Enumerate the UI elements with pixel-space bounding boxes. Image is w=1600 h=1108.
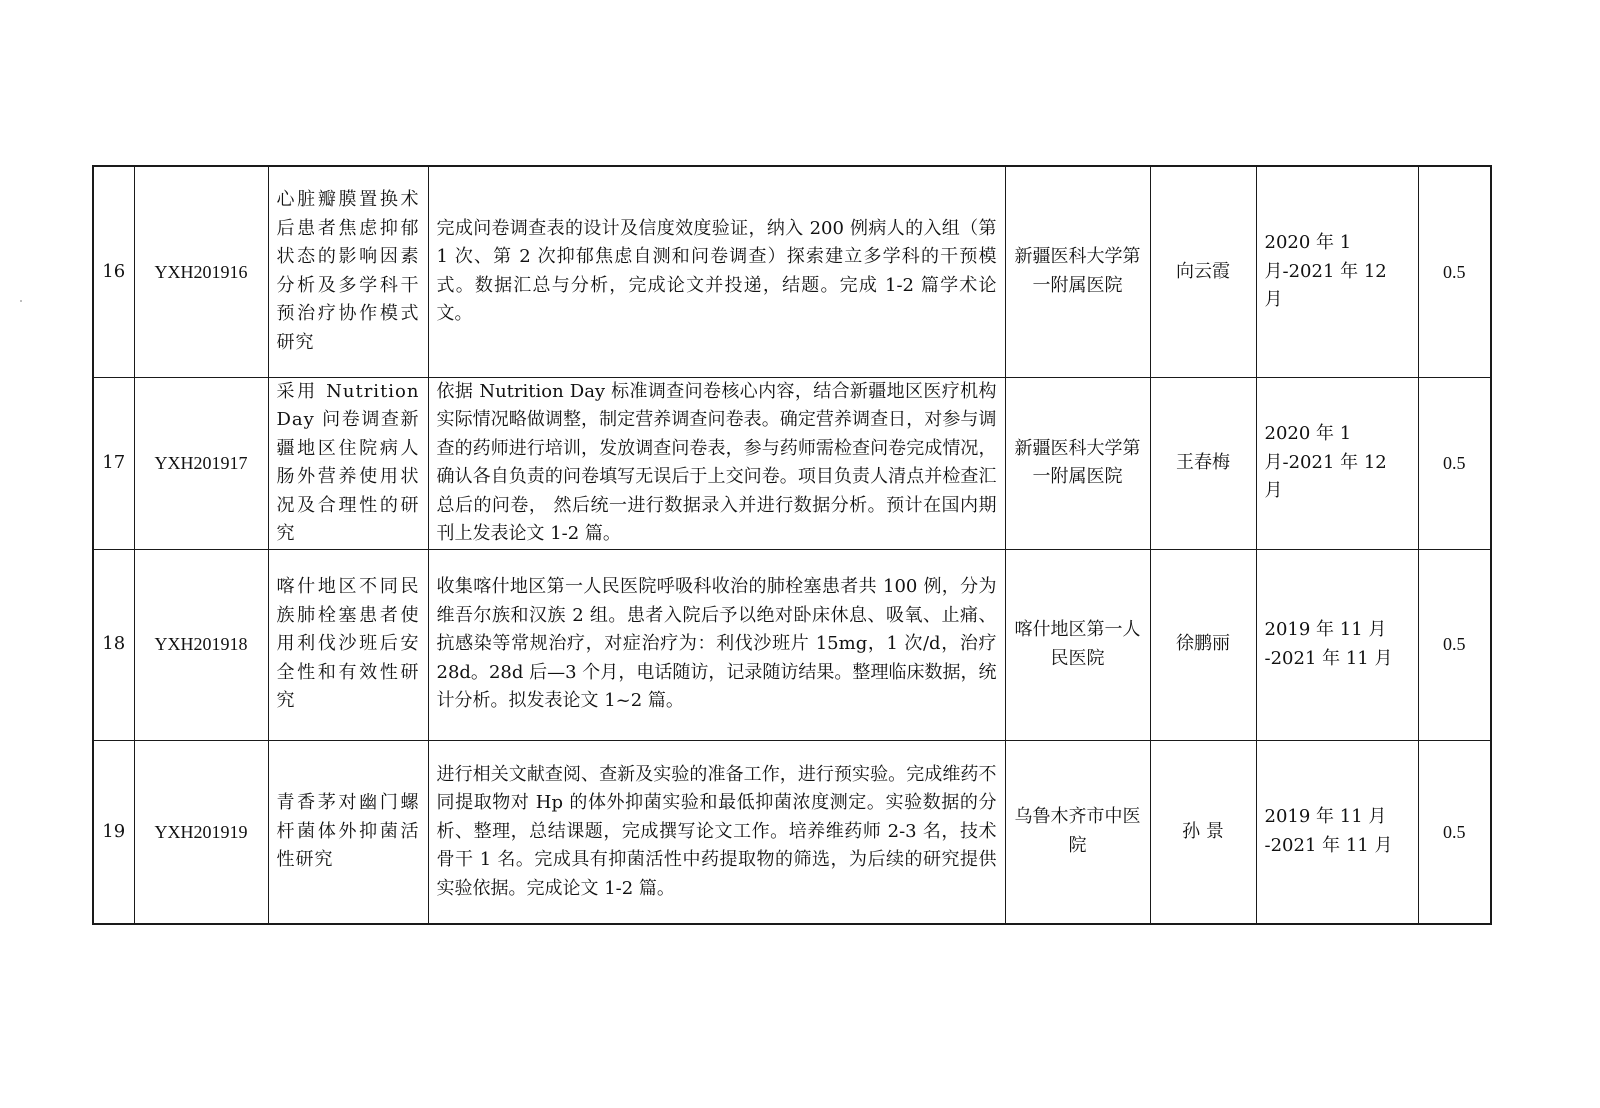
project-organization: 新疆医科大学第一附属医院 <box>1005 166 1150 377</box>
project-content: 完成问卷调查表的设计及信度效度验证，纳入 200 例病人的入组（第 1 次、第 2 次抑郁焦虑自测和问卷调查）探索建立多学科的干预模式。数据汇总与分析，完成论文并投递，结题。完成 1-2 篇学术论文。 <box>428 166 1005 377</box>
project-period: 2019 年 11 月 -2021 年 11 月 <box>1256 740 1418 924</box>
project-leader: 徐鹏丽 <box>1150 549 1256 740</box>
project-amount: 0.5 <box>1418 377 1491 549</box>
project-content: 依据 Nutrition Day 标准调查问卷核心内容，结合新疆地区医疗机构实际情况略做调整，制定营养调查问卷表。确定营养调查日，对参与调查的药师进行培训，发放调查问卷表，参与药师需检查问卷完成情况，确认各自负责的问卷填写无误后于上交问卷。项目负责人清点并检查汇总后的问卷， 然后统一进行数据录入并进行数据分析。预计在国内期刊上发表论文 1-2 篇。 <box>428 377 1005 549</box>
project-content: 进行相关文献查阅、查新及实验的准备工作，进行预实验。完成维药不同提取物对 Hp 的体外抑菌实验和最低抑菌浓度测定。实验数据的分析、整理，总结课题，完成撰写论文工作。培养维药师 2-3 名，技术骨干 1 名。完成具有抑菌活性中药提取物的筛选，为后续的研究提供实验依据。完成论文 1-2 篇。 <box>428 740 1005 924</box>
project-amount: 0.5 <box>1418 549 1491 740</box>
project-code: YXH201919 <box>134 740 268 924</box>
project-leader: 王春梅 <box>1150 377 1256 549</box>
table-row <box>93 377 1491 549</box>
scan-speck <box>20 300 22 302</box>
projects-table <box>92 165 1492 925</box>
project-title: 心脏瓣膜置换术后患者焦虑抑郁状态的影响因素分析及多学科干预治疗协作模式研究 <box>268 166 428 377</box>
project-code: YXH201916 <box>134 166 268 377</box>
project-period: 2020 年 1 月-2021 年 12 月 <box>1256 166 1418 377</box>
project-code: YXH201918 <box>134 549 268 740</box>
row-number: 16 <box>93 166 134 377</box>
row-number: 19 <box>93 740 134 924</box>
project-leader: 孙 景 <box>1150 740 1256 924</box>
project-amount: 0.5 <box>1418 166 1491 377</box>
project-organization: 喀什地区第一人民医院 <box>1005 549 1150 740</box>
row-number: 17 <box>93 377 134 549</box>
project-organization: 乌鲁木齐市中医院 <box>1005 740 1150 924</box>
project-period: 2019 年 11 月 -2021 年 11 月 <box>1256 549 1418 740</box>
row-number: 18 <box>93 549 134 740</box>
table-row <box>93 549 1491 740</box>
project-title: 喀什地区不同民族肺栓塞患者使用利伐沙班后安全性和有效性研究 <box>268 549 428 740</box>
project-content: 收集喀什地区第一人民医院呼吸科收治的肺栓塞患者共 100 例，分为维吾尔族和汉族 2 组。患者入院后予以绝对卧床休息、吸氧、止痛、抗感染等常规治疗，对症治疗为：利伐沙班片 15mg，1 次/d，治疗 28d。28d 后—3 个月，电话随访，记录随访结果。整理临床数据，统计分析。拟发表论文 1~2 篇。 <box>428 549 1005 740</box>
table-row <box>93 740 1491 924</box>
project-amount: 0.5 <box>1418 740 1491 924</box>
project-period: 2020 年 1 月-2021 年 12 月 <box>1256 377 1418 549</box>
table-row <box>93 166 1491 377</box>
project-code: YXH201917 <box>134 377 268 549</box>
project-organization: 新疆医科大学第一附属医院 <box>1005 377 1150 549</box>
project-title: 青香茅对幽门螺杆菌体外抑菌活性研究 <box>268 740 428 924</box>
project-leader: 向云霞 <box>1150 166 1256 377</box>
project-title: 采用 Nutrition Day 问卷调查新疆地区住院病人肠外营养使用状况及合理性的研究 <box>268 377 428 549</box>
